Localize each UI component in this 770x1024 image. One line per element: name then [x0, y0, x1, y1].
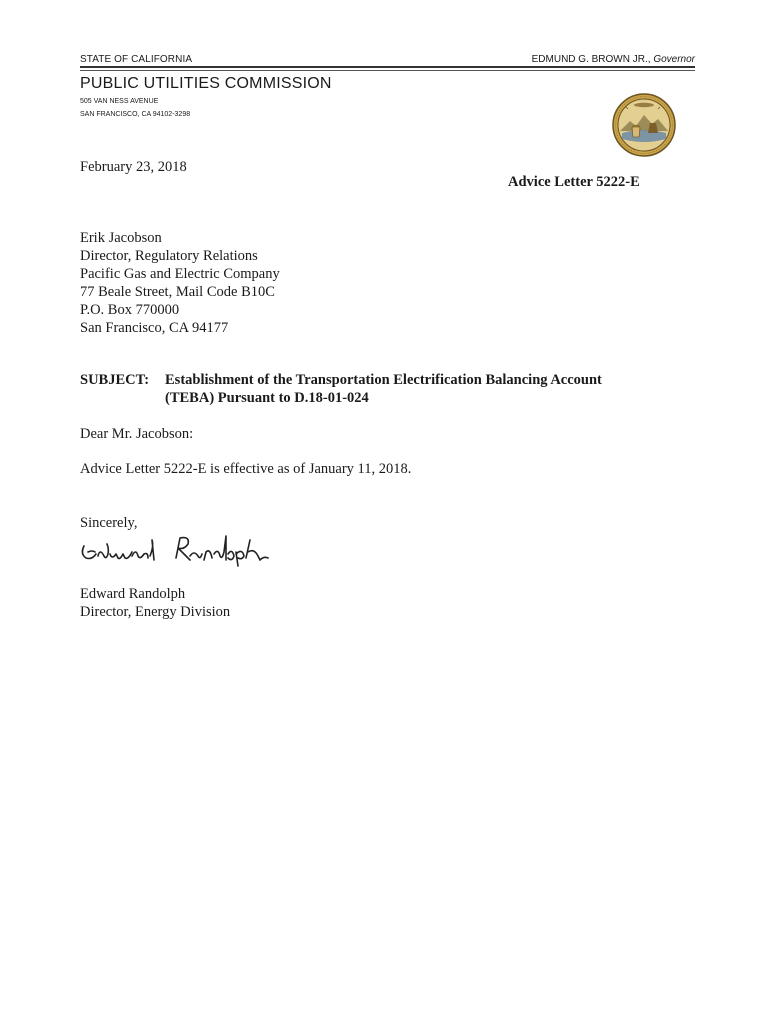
california-state-seal-icon: [612, 93, 676, 157]
recipient-line: Pacific Gas and Electric Company: [80, 266, 280, 282]
recipient-line: 77 Beale Street, Mail Code B10C: [80, 284, 275, 300]
subject-text: Establishment of the Transportation Electrification Balancing Account (TEBA) Pursuant to D.18-01-024: [165, 372, 602, 406]
body-paragraph: Advice Letter 5222-E is effective as of January 11, 2018.: [80, 461, 412, 477]
governor-title: Governor: [653, 54, 695, 65]
header-rule: [80, 66, 695, 68]
address-line-2: SAN FRANCISCO, CA 94102-3298: [80, 111, 191, 118]
state-label: STATE OF CALIFORNIA: [80, 54, 193, 65]
recipient-line: Director, Regulatory Relations: [80, 248, 258, 264]
address-line-1: 505 VAN NESS AVENUE: [80, 98, 159, 105]
salutation: Dear Mr. Jacobson:: [80, 426, 194, 442]
recipient-line: San Francisco, CA 94177: [80, 320, 229, 336]
letter-date: February 23, 2018: [80, 159, 187, 175]
signer-name: Edward Randolph: [80, 586, 186, 602]
handwritten-signature: [78, 532, 274, 568]
closing: Sincerely,: [80, 515, 138, 531]
governor-name: EDMUND G. BROWN JR.,: [531, 54, 651, 65]
recipient-line: Erik Jacobson: [80, 230, 162, 246]
commission-name: PUBLIC UTILITIES COMMISSION: [80, 75, 332, 92]
recipient-line: P.O. Box 770000: [80, 302, 180, 318]
header-rule-thin: [80, 70, 695, 71]
recipient-address: [80, 229, 280, 337]
subject-label: SUBJECT:: [80, 372, 150, 388]
advice-letter-reference: Advice Letter 5222-E: [508, 174, 640, 190]
governor-line: [532, 54, 695, 65]
signer-title: Director, Energy Division: [80, 604, 231, 620]
